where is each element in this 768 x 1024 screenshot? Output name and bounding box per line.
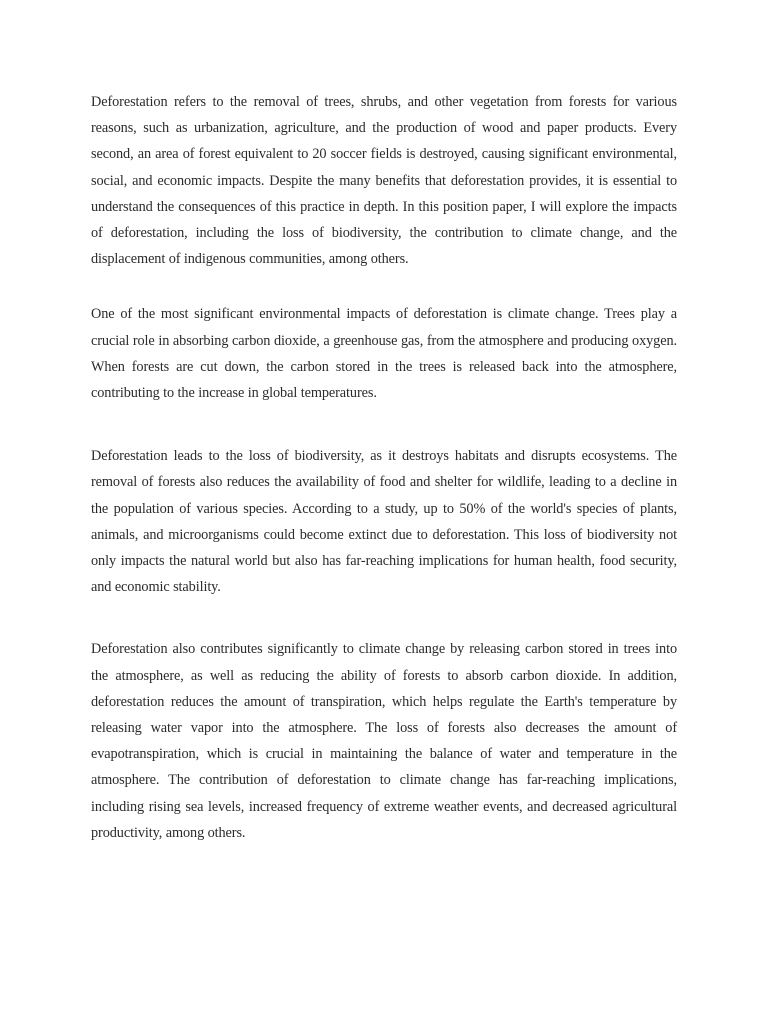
paragraph-intro: Deforestation refers to the removal of trees, shrubs, and other vegetation from forests for various reasons, such as urbanization, agriculture, and the production of wood and paper products. Every second, an area of forest equivalent to 20 soccer fields is destroyed, causing significant environmental, social, and economic impacts. Despite the many benefits that deforestation provides, it is essential to understand the consequences of this practice in depth. In this position paper, I will explore the impacts of deforestation, including the loss of biodiversity, the contribution to climate change, and the displacement of indigenous communities, among others. (91, 94, 677, 268)
paragraph-climate-change: One of the most significant environmental impacts of deforestation is climate change. Trees play a crucial role in absorbing carbon dioxide, a greenhouse gas, from the atmosphere and producing oxygen. When forests are cut down, the carbon stored in the trees is released back into the atmosphere, contributing to the increase in global temperatures. (91, 306, 677, 402)
paragraph-biodiversity: Deforestation leads to the loss of biodiversity, as it destroys habitats and disrupts ecosystems. The removal of forests also reduces the availability of food and shelter for wildlife, leading to a decline in the population of various species. According to a study, up to 50% of the world's species of plants, animals, and microorganisms could become extinct due to deforestation. This loss of biodiversity not only impacts the natural world but also has far-reaching implications for human health, food security, and economic stability. (91, 448, 677, 596)
paragraph-carbon-release: Deforestation also contributes significantly to climate change by releasing carbon stored in trees into the atmosphere, as well as reducing the ability of forests to absorb carbon dioxide. In addition, deforestation reduces the amount of transpiration, which helps regulate the Earth's temperature by releasing water vapor into the atmosphere. The loss of forests also decreases the amount of evapotranspiration, which is crucial in maintaining the balance of water and temperature in the atmosphere. The contribution of deforestation to climate change has far-reaching implications, including rising sea levels, increased frequency of extreme weather events, and decreased agricultural productivity, among others. (91, 641, 677, 841)
